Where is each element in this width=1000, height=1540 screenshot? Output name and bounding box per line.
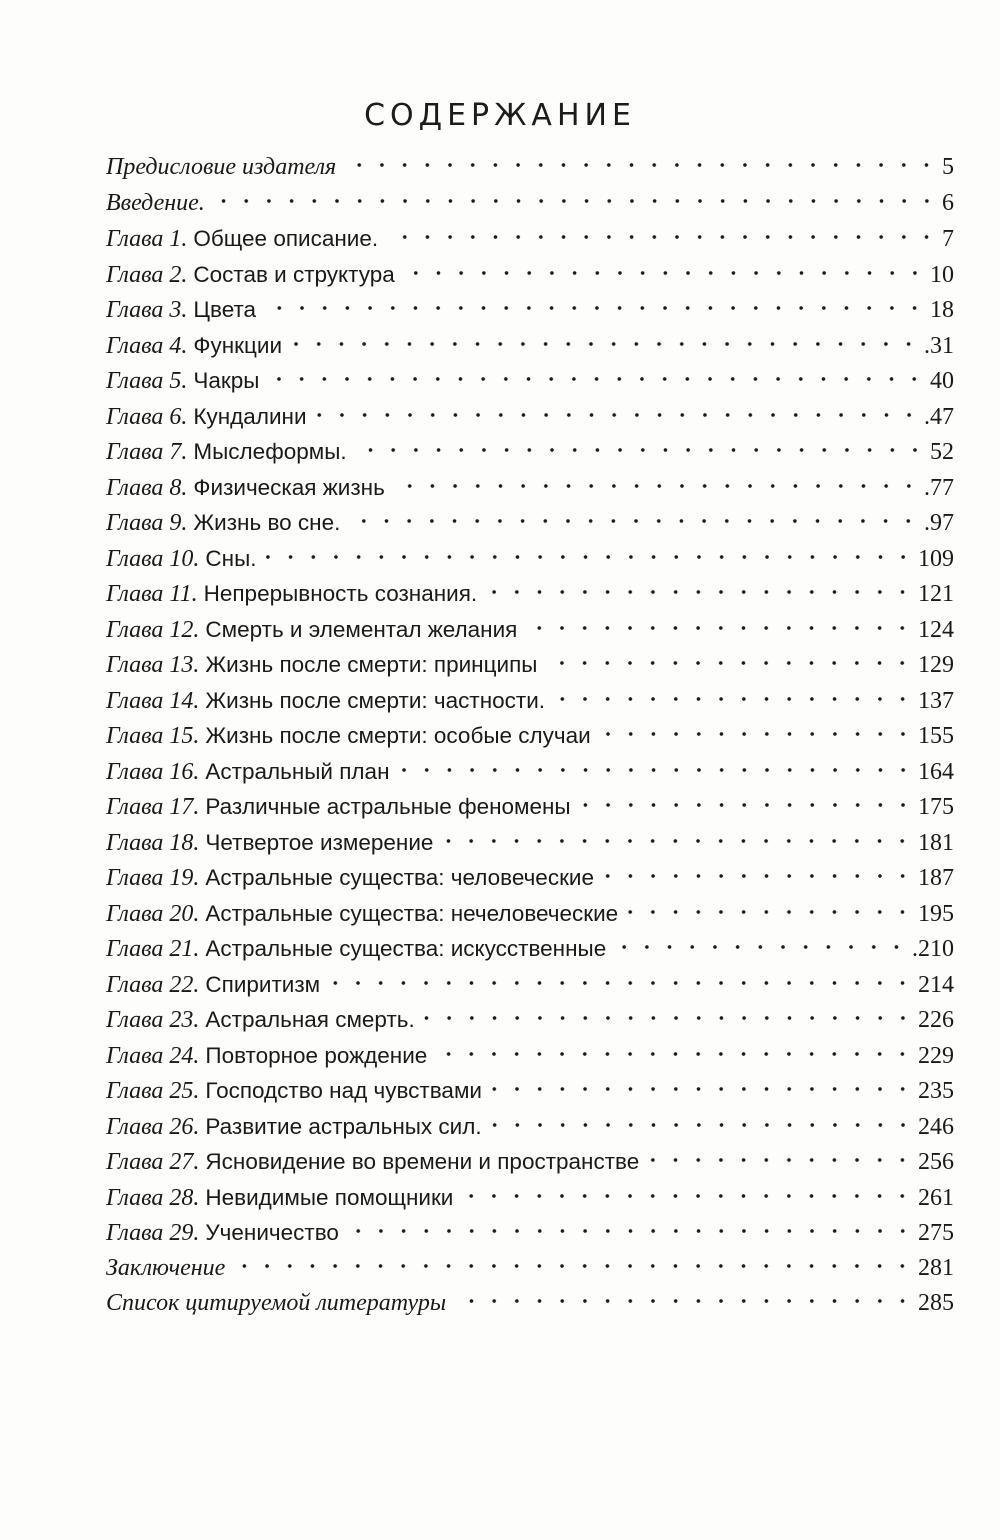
toc-entry-chapter-1[interactable] <box>106 221 954 257</box>
chapter-label: Глава 2. <box>106 261 188 288</box>
dot-leader <box>647 1157 914 1163</box>
dot-leader <box>398 767 915 773</box>
page-number: 181 <box>918 829 954 856</box>
dot-leader <box>213 198 938 204</box>
dot-leader <box>485 589 914 595</box>
dot-leader <box>348 518 920 524</box>
chapter-label: Глава 14. <box>106 687 200 714</box>
page-number: .210 <box>912 936 954 962</box>
toc-entry-chapter-7[interactable] <box>106 434 954 470</box>
page-number: .97 <box>924 510 954 536</box>
dot-leader <box>423 1015 914 1021</box>
dot-leader <box>490 1122 914 1128</box>
chapter-title: Астральные существа: человеческие <box>205 865 594 890</box>
page-number: 229 <box>918 1042 954 1069</box>
toc-entry-chapter-29[interactable] <box>106 1215 954 1251</box>
chapter-label: Глава 13. <box>106 652 200 678</box>
dot-leader <box>315 412 920 418</box>
dot-leader <box>454 1298 914 1304</box>
chapter-title: Астральные существа: искусственные <box>205 936 607 961</box>
chapter-label: Глава 9. <box>106 510 188 536</box>
chapter-title: Господство над чувствами <box>205 1078 482 1103</box>
chapter-label: Глава 17. <box>106 794 200 820</box>
dot-leader <box>265 554 915 560</box>
chapter-title: Ясновидение во времени и пространстве <box>205 1149 640 1174</box>
entry-title: Введение. <box>106 189 205 216</box>
page-number: 137 <box>918 687 954 714</box>
dot-leader <box>545 660 914 666</box>
toc-entry-chapter-5[interactable] <box>106 363 954 399</box>
chapter-label: Глава 28. <box>106 1184 200 1211</box>
chapter-title: Различные астральные феномены <box>205 794 571 819</box>
toc-entry-chapter-8[interactable] <box>106 470 954 506</box>
dot-leader <box>525 625 914 631</box>
toc-entry-chapter-6[interactable] <box>106 399 954 435</box>
chapter-label: Глава 10. <box>106 545 200 572</box>
page-number: 275 <box>918 1220 954 1246</box>
toc-entry-chapter-11[interactable] <box>106 576 954 612</box>
chapter-label: Глава 19. <box>106 865 200 891</box>
page-number: 40 <box>930 368 954 394</box>
chapter-title: Астральная смерть. <box>205 1007 415 1032</box>
chapter-label: Глава 1. <box>106 226 188 252</box>
page-number: 256 <box>918 1149 954 1175</box>
page-number: 175 <box>918 794 954 820</box>
chapter-title: Жизнь после смерти: особые случаи <box>205 723 591 748</box>
page-number: 164 <box>918 758 954 785</box>
chapter-label: Глава 16. <box>106 758 200 785</box>
page-number: 235 <box>918 1078 954 1104</box>
page-number: 281 <box>918 1254 954 1281</box>
chapter-title: Невидимые помощники <box>205 1184 454 1210</box>
page-number: 10 <box>930 261 954 288</box>
dot-leader <box>347 1228 914 1234</box>
dot-leader <box>403 270 926 276</box>
chapter-label: Глава 25. <box>106 1078 200 1104</box>
page-number: 6 <box>942 189 954 216</box>
chapter-label: Глава 27. <box>106 1149 200 1175</box>
chapter-label: Глава 20. <box>106 900 200 927</box>
page-number: 155 <box>918 723 954 749</box>
chapter-title: Повторное рождение <box>205 1042 428 1068</box>
toc-entry-chapter-12[interactable] <box>106 612 954 648</box>
chapter-label: Глава 7. <box>106 439 188 465</box>
toc-entry-chapter-9[interactable] <box>106 505 954 541</box>
chapter-label: Глава 24. <box>106 1042 200 1069</box>
dot-leader <box>386 234 938 240</box>
chapter-title: Жизнь во сне. <box>193 510 341 535</box>
page-number: 129 <box>918 652 954 678</box>
toc-entry-introduction[interactable] <box>106 186 954 222</box>
page-number: 285 <box>918 1290 954 1316</box>
chapter-title: Смерть и элементал желания <box>205 616 518 642</box>
page-number: 18 <box>930 297 954 323</box>
chapter-label: Глава 15. <box>106 723 200 749</box>
toc-entry-chapter-25[interactable] <box>106 1073 954 1109</box>
toc-entry-chapter-2[interactable] <box>106 257 954 293</box>
chapter-title: Жизнь после смерти: принципы <box>205 652 538 677</box>
chapter-title: Мыслеформы. <box>193 439 347 464</box>
dot-leader <box>441 838 914 844</box>
page-number: .31 <box>924 332 954 359</box>
toc-entry-chapter-13[interactable] <box>106 647 954 683</box>
chapter-title: Непрерывность сознания. <box>203 581 478 606</box>
table-of-contents <box>106 150 954 1322</box>
chapter-title: Кундалини <box>193 403 307 429</box>
dot-leader <box>490 1086 914 1092</box>
chapter-label: Глава 8. <box>106 474 188 501</box>
page-number: 261 <box>918 1184 954 1211</box>
chapter-label: Глава 6. <box>106 403 188 430</box>
chapter-title: Четвертое измерение <box>205 829 434 855</box>
page-number: 7 <box>942 226 954 252</box>
toc-entry-conclusion[interactable] <box>106 1251 954 1287</box>
toc-entry-chapter-27[interactable] <box>106 1144 954 1180</box>
chapter-label: Глава 4. <box>106 332 188 359</box>
toc-entry-chapter-26[interactable] <box>106 1109 954 1145</box>
chapter-title: Общее описание. <box>193 226 379 251</box>
toc-entry-chapter-24[interactable] <box>106 1038 954 1074</box>
page-number: 121 <box>918 581 954 607</box>
dot-leader <box>267 376 926 382</box>
chapter-label: Глава 11. <box>106 581 198 607</box>
dot-leader <box>264 305 926 311</box>
dot-leader <box>553 696 914 702</box>
chapter-title: Астральный план <box>205 758 390 784</box>
dot-leader <box>233 1263 914 1269</box>
chapter-label: Глава 26. <box>106 1113 200 1140</box>
toc-entry-publisher-preface[interactable] <box>106 150 954 186</box>
dot-leader <box>599 731 914 737</box>
chapter-title: Чакры <box>193 368 260 393</box>
page-number: 109 <box>918 545 954 572</box>
dot-leader <box>626 909 914 915</box>
chapter-title: Ученичество <box>205 1220 339 1245</box>
toc-entry-chapter-4[interactable] <box>106 328 954 364</box>
dot-leader <box>435 1051 914 1057</box>
dot-leader <box>344 162 938 168</box>
chapter-title: Цвета <box>193 297 257 322</box>
page-number: 187 <box>918 865 954 891</box>
page-number: 246 <box>918 1113 954 1140</box>
entry-title: Список цитируемой литературы <box>106 1290 447 1316</box>
page-number: 214 <box>918 971 954 998</box>
page-number: .77 <box>924 474 954 501</box>
dot-leader <box>579 802 914 808</box>
page-number: 5 <box>942 154 954 180</box>
dot-leader <box>602 873 914 879</box>
entry-title: Предисловие издателя <box>106 154 337 180</box>
chapter-title: Функции <box>193 332 283 358</box>
toc-entry-chapter-15[interactable] <box>106 718 954 754</box>
chapter-label: Глава 3. <box>106 297 188 323</box>
page-number: 52 <box>930 439 954 465</box>
toc-entry-chapter-19[interactable] <box>106 860 954 896</box>
toc-entry-chapter-14[interactable] <box>106 683 954 719</box>
chapter-title: Физическая жизнь <box>193 474 385 500</box>
chapter-label: Глава 5. <box>106 368 188 394</box>
dot-leader <box>393 483 920 489</box>
page-number: .47 <box>924 403 954 430</box>
chapter-title: Состав и структура <box>193 261 395 287</box>
toc-entry-chapter-21[interactable] <box>106 931 954 967</box>
chapter-label: Глава 21. <box>106 936 200 962</box>
dot-leader <box>355 447 926 453</box>
chapter-title: Сны. <box>205 545 257 571</box>
toc-entry-chapter-18[interactable] <box>106 825 954 861</box>
toc-entry-chapter-10[interactable] <box>106 541 954 577</box>
toc-entry-chapter-23[interactable] <box>106 1002 954 1038</box>
toc-entry-chapter-20[interactable] <box>106 896 954 932</box>
chapter-label: Глава 22. <box>106 971 200 998</box>
toc-entry-chapter-3[interactable] <box>106 292 954 328</box>
dot-leader <box>461 1193 914 1199</box>
chapter-title: Жизнь после смерти: частности. <box>205 687 546 713</box>
entry-title: Заключение <box>106 1254 226 1281</box>
toc-entry-chapter-28[interactable] <box>106 1180 954 1216</box>
toc-entry-chapter-16[interactable] <box>106 754 954 790</box>
chapter-label: Глава 12. <box>106 616 200 643</box>
dot-leader <box>328 980 914 986</box>
chapter-title: Развитие астральных сил. <box>205 1113 482 1139</box>
toc-entry-chapter-17[interactable] <box>106 789 954 825</box>
chapter-label: Глава 29. <box>106 1220 200 1246</box>
chapter-title: Астральные существа: нечеловеческие <box>205 900 619 926</box>
page-title: СОДЕРЖАНИЕ <box>364 98 636 134</box>
dot-leader <box>614 944 908 950</box>
chapter-label: Глава 18. <box>106 829 200 856</box>
toc-entry-bibliography[interactable] <box>106 1286 954 1322</box>
page-number: 195 <box>918 900 954 927</box>
page-number: 124 <box>918 616 954 643</box>
dot-leader <box>290 341 920 347</box>
chapter-title: Спиритизм <box>205 971 321 997</box>
page-number: 226 <box>918 1007 954 1033</box>
chapter-label: Глава 23. <box>106 1007 200 1033</box>
toc-entry-chapter-22[interactable] <box>106 967 954 1003</box>
